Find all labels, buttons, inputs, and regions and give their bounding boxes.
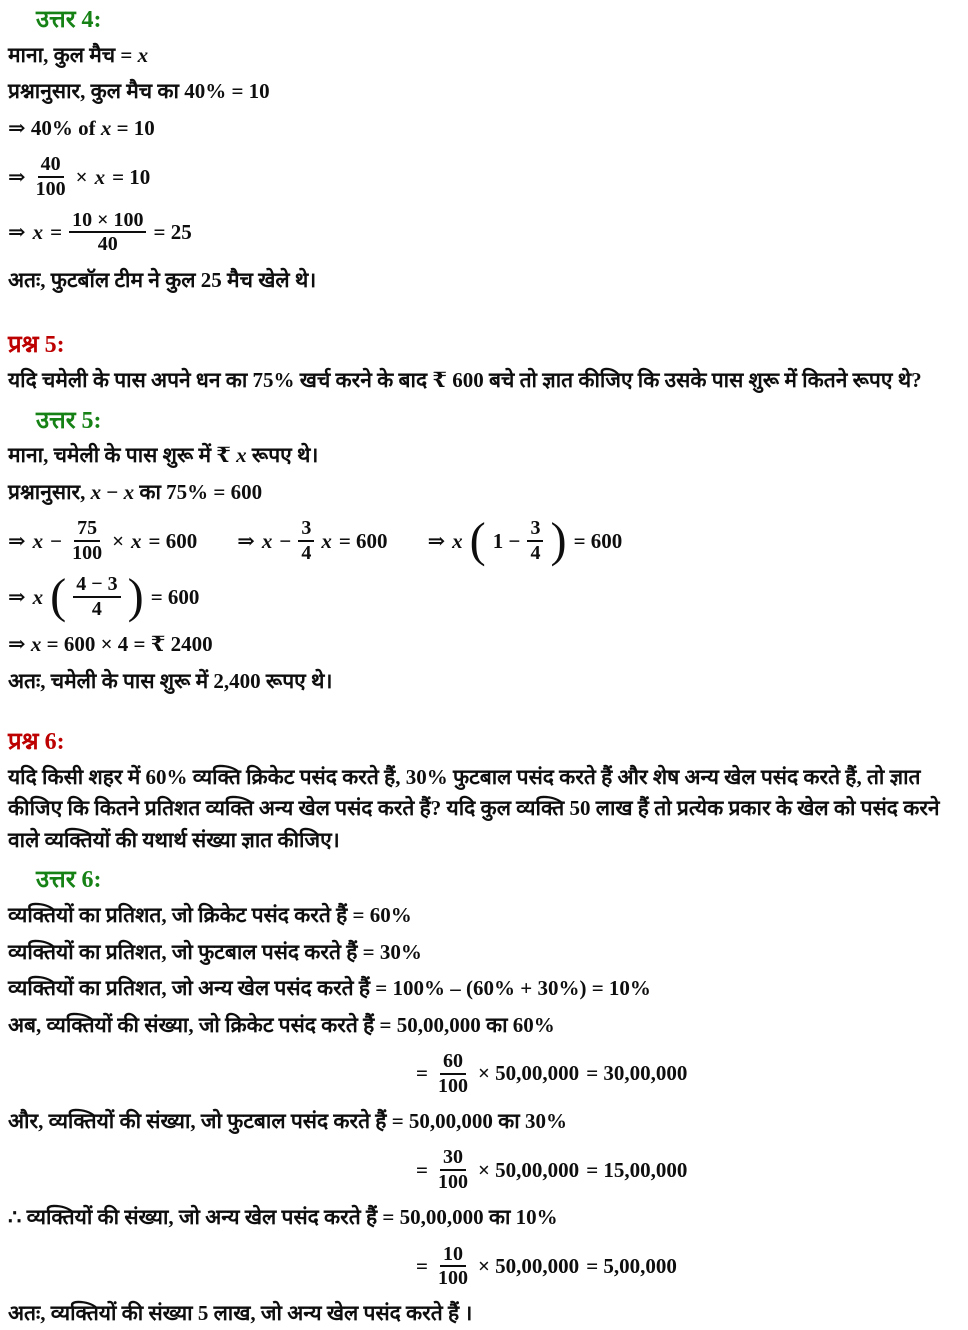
text: = 600 × 4 = ₹ 2400 bbox=[41, 632, 213, 657]
fraction-denominator: 4 bbox=[530, 541, 541, 564]
text: ⇒ 40% of bbox=[8, 115, 101, 140]
variable-x: x bbox=[123, 479, 135, 504]
fraction-numerator: 10 × 100 bbox=[69, 209, 146, 233]
answer-6-line-football-pct: व्यक्तियों का प्रतिशत, जो फुटबाल पसंद करते हैं = 30% bbox=[8, 939, 422, 964]
right-parenthesis: ) bbox=[550, 514, 567, 568]
fraction bbox=[33, 153, 69, 200]
multiply-term: × 50,00,000 bbox=[477, 1253, 580, 1278]
fraction-denominator: 100 bbox=[72, 541, 103, 564]
section-gap bbox=[8, 702, 958, 728]
equation-result: = 600 bbox=[148, 528, 198, 553]
equals-sign: = bbox=[416, 1157, 428, 1182]
answer-6-equation-football bbox=[416, 1146, 958, 1193]
answer-5-line-assume bbox=[8, 440, 958, 472]
variable-x: x bbox=[94, 164, 106, 189]
fraction bbox=[435, 1243, 471, 1290]
equals-sign: = bbox=[416, 1253, 428, 1278]
variable-x: x bbox=[452, 528, 463, 553]
equals-sign: = bbox=[50, 220, 63, 245]
left-parenthesis: ( bbox=[50, 570, 67, 624]
answer-5-line-given bbox=[8, 477, 958, 509]
multiply-sign: × bbox=[75, 164, 88, 189]
fraction-numerator: 4 − 3 bbox=[73, 573, 120, 597]
implies-arrow: ⇒ bbox=[237, 528, 255, 553]
fraction bbox=[298, 517, 314, 564]
fraction-denominator: 4 bbox=[91, 597, 102, 620]
answer-5-equation-row bbox=[8, 514, 958, 568]
equation-result: = 30,00,000 bbox=[586, 1061, 688, 1086]
variable-x: x bbox=[32, 220, 44, 245]
answer-5-result-line bbox=[8, 629, 958, 661]
variable-x: x bbox=[261, 528, 273, 553]
fraction bbox=[527, 517, 543, 564]
section-gap bbox=[8, 301, 958, 331]
multiply-term: × 50,00,000 bbox=[477, 1061, 580, 1086]
fraction bbox=[435, 1146, 471, 1193]
implies-arrow: ⇒ bbox=[8, 632, 31, 657]
text: का 75% = 600 bbox=[134, 479, 263, 504]
fraction-denominator: 4 bbox=[301, 541, 312, 564]
text: रूपए थे। bbox=[246, 443, 319, 468]
answer-4-equation-1 bbox=[8, 153, 958, 200]
implies-arrow: ⇒ bbox=[8, 220, 26, 245]
answer-4-heading: उत्तर 4: bbox=[36, 7, 102, 33]
minus-sign: − bbox=[279, 528, 292, 553]
fraction-denominator: 100 bbox=[437, 1170, 468, 1193]
variable-x: x bbox=[100, 115, 112, 140]
implies-arrow: ⇒ bbox=[8, 584, 26, 609]
text: माना, कुल मैच = bbox=[8, 42, 138, 67]
equation-result: = 600 bbox=[573, 528, 623, 553]
answer-6-conclusion: अतः, व्यक्तियों की संख्या 5 लाख, जो अन्य खेल पसंद करते हैं । bbox=[8, 1301, 473, 1326]
text: माना, चमेली के पास शुरू में ₹ bbox=[8, 443, 237, 468]
answer-6-equation-other bbox=[416, 1243, 958, 1290]
minus-sign: − bbox=[50, 528, 63, 553]
equation-result: = 15,00,000 bbox=[586, 1157, 688, 1182]
implies-arrow: ⇒ bbox=[427, 528, 446, 553]
variable-x: x bbox=[236, 443, 247, 468]
fraction-denominator: 100 bbox=[437, 1074, 468, 1097]
fraction bbox=[69, 517, 105, 564]
fraction-numerator: 30 bbox=[440, 1146, 466, 1170]
answer-6-line-other-count: ∴ व्यक्तियों की संख्या, जो अन्य खेल पसंद करते हैं = 50,00,000 का 10% bbox=[8, 1205, 558, 1230]
fraction-numerator: 10 bbox=[440, 1243, 466, 1267]
text: 1 − bbox=[492, 528, 521, 553]
answer-4-line-step1 bbox=[8, 113, 958, 145]
answer-6-line-football-count: और, व्यक्तियों की संख्या, जो फुटबाल पसंद करते हैं = 50,00,000 का 30% bbox=[8, 1108, 567, 1133]
answer-5-conclusion: अतः, चमेली के पास शुरू में 2,400 रूपए थे। bbox=[8, 668, 333, 693]
multiply-term: × 50,00,000 bbox=[477, 1157, 580, 1182]
equation-result: = 5,00,000 bbox=[586, 1253, 677, 1278]
implies-arrow: ⇒ bbox=[8, 164, 26, 189]
left-parenthesis: ( bbox=[469, 514, 486, 568]
answer-6-line-cricket-count: अब, व्यक्तियों की संख्या, जो क्रिकेट पसंद करते हैं = 50,00,000 का 60% bbox=[8, 1012, 555, 1037]
equation-result: = 25 bbox=[153, 220, 192, 245]
fraction bbox=[435, 1050, 471, 1097]
variable-x: x bbox=[32, 528, 44, 553]
answer-6-equation-cricket bbox=[416, 1050, 958, 1097]
fraction bbox=[69, 209, 146, 256]
answer-6-line-cricket-pct: व्यक्तियों का प्रतिशत, जो क्रिकेट पसंद करते हैं = 60% bbox=[8, 903, 412, 928]
fraction-numerator: 60 bbox=[440, 1050, 466, 1074]
fraction bbox=[73, 573, 120, 620]
answer-4-line-assume bbox=[8, 40, 958, 72]
fraction-numerator: 40 bbox=[38, 153, 64, 177]
answer-5-equation-2 bbox=[8, 570, 958, 624]
variable-x: x bbox=[137, 42, 149, 67]
question-6-heading: प्रश्न 6: bbox=[8, 729, 65, 756]
equation-result: = 600 bbox=[338, 528, 388, 553]
implies-arrow: ⇒ bbox=[8, 528, 26, 553]
equals-sign: = bbox=[416, 1061, 428, 1086]
variable-x: x bbox=[321, 528, 332, 553]
variable-x: x bbox=[32, 584, 44, 609]
fraction-denominator: 40 bbox=[97, 233, 118, 256]
answer-4-conclusion: अतः, फुटबॉल टीम ने कुल 25 मैच खेले थे। bbox=[8, 267, 317, 292]
answer-6-line-other-pct: व्यक्तियों का प्रतिशत, जो अन्य खेल पसंद करते हैं = 100% – (60% + 30%) = 10% bbox=[8, 976, 651, 1001]
fraction-numerator: 3 bbox=[527, 517, 543, 541]
equation-result: = 10 bbox=[112, 164, 151, 189]
answer-4-line-given: प्रश्नानुसार, कुल मैच का 40% = 10 bbox=[8, 79, 270, 104]
equation-result: = 600 bbox=[150, 584, 200, 609]
variable-x: x bbox=[90, 479, 102, 504]
text: प्रश्नानुसार, bbox=[8, 479, 91, 504]
fraction-numerator: 3 bbox=[298, 517, 314, 541]
variable-x: x bbox=[30, 632, 42, 657]
question-6-body: यदि किसी शहर में 60% व्यक्ति क्रिकेट पसंद करते हैं, 30% फुटबाल पसंद करते हैं और शेष अन्य खेल पसंद करते हैं, तो ज्ञात कीजिए कि कितने प्रतिशत व्यक्ति अन्य खेल पसंद करते हैं? यदि कुल व्यक्ति 50 लाख हैं तो प्रत्येक प्रकार के खेल को पसंद करने वाले व्यक्तियों की यथार्थ संख्या ज्ञात कीजिए। bbox=[8, 764, 940, 852]
fraction-denominator: 100 bbox=[437, 1267, 468, 1290]
answer-4-equation-2 bbox=[8, 209, 958, 256]
text: = 10 bbox=[111, 115, 155, 140]
text: − bbox=[101, 479, 124, 504]
multiply-sign: × bbox=[112, 528, 125, 553]
question-5-body: यदि चमेली के पास अपने धन का 75% खर्च करने के बाद ₹ 600 बचे तो ज्ञात कीजिए कि उसके पास शुरू में कितने रूपए थे? bbox=[8, 368, 922, 393]
right-parenthesis: ) bbox=[127, 570, 144, 624]
answer-6-heading: उत्तर 6: bbox=[36, 867, 102, 894]
fraction-denominator: 100 bbox=[35, 177, 66, 200]
answer-5-heading: उत्तर 5: bbox=[36, 407, 102, 434]
variable-x: x bbox=[131, 528, 142, 553]
fraction-numerator: 75 bbox=[74, 517, 100, 541]
question-5-heading: प्रश्न 5: bbox=[8, 332, 65, 359]
